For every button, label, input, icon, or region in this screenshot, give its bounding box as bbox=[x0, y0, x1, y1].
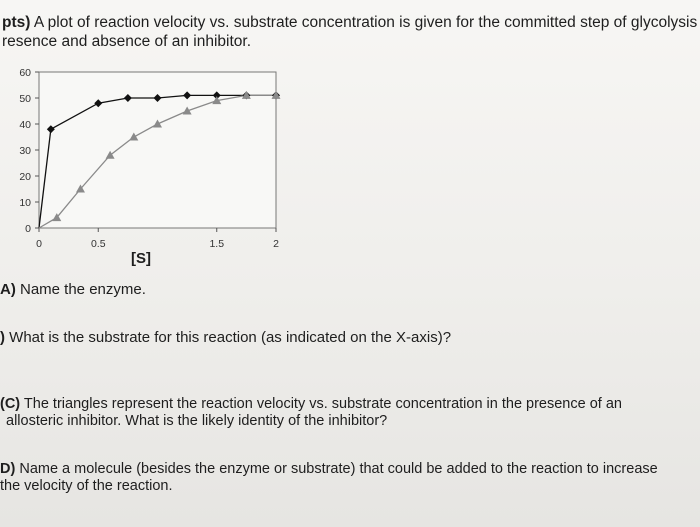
y-tick-label: 20 bbox=[19, 171, 31, 183]
question-a-text: Name the enzyme. bbox=[15, 281, 146, 298]
question-b-text: What is the substrate for this reaction (as indicated on the X-axis)? bbox=[5, 329, 452, 346]
question-c-text-2: allosteric inhibitor. What is the likely identity of the inhibitor? bbox=[6, 413, 388, 429]
y-tick-label: 50 bbox=[19, 93, 31, 105]
intro-text-1: A plot of reaction velocity vs. substrate concentration is given for the committed step of glycolysis bbox=[30, 14, 698, 31]
question-b-label: ) bbox=[0, 329, 5, 346]
x-tick-label: 0 bbox=[36, 238, 42, 250]
y-tick-label: 40 bbox=[19, 119, 31, 131]
x-axis bbox=[36, 228, 279, 250]
y-tick-label: 0 bbox=[25, 223, 31, 235]
y-tick-label: 10 bbox=[19, 197, 31, 209]
question-d-line-2 bbox=[0, 478, 173, 494]
x-tick-label: 1.5 bbox=[209, 238, 225, 250]
question-d-line-1 bbox=[0, 461, 658, 477]
points-label: pts) bbox=[2, 14, 31, 31]
question-intro-line-1 bbox=[2, 14, 697, 32]
y-tick-label: 60 bbox=[19, 67, 31, 79]
question-c-text-1: The triangles represent the reaction velocity vs. substrate concentration in the presence of an bbox=[20, 396, 622, 412]
intro-text-2: resence and absence of an inhibitor. bbox=[2, 33, 252, 50]
question-a bbox=[0, 281, 146, 298]
x-tick-label: 2 bbox=[273, 238, 279, 250]
question-a-label: A) bbox=[0, 281, 16, 298]
y-axis bbox=[19, 67, 39, 235]
question-c-line-1 bbox=[0, 396, 622, 412]
question-c-line-2 bbox=[6, 413, 387, 429]
question-c-label: (C) bbox=[0, 396, 21, 412]
question-d-label: D) bbox=[0, 461, 16, 477]
velocity-vs-substrate-chart bbox=[0, 58, 300, 273]
x-tick-label: 0.5 bbox=[90, 238, 106, 250]
x-axis-label: [S] bbox=[131, 250, 151, 267]
question-d-text-1: Name a molecule (besides the enzyme or substrate) that could be added to the reaction to increase bbox=[15, 461, 658, 477]
question-d-text-2: the velocity of the reaction. bbox=[0, 478, 173, 494]
y-tick-label: 30 bbox=[19, 145, 31, 157]
question-intro-line-2 bbox=[2, 33, 251, 51]
question-b bbox=[0, 329, 451, 346]
